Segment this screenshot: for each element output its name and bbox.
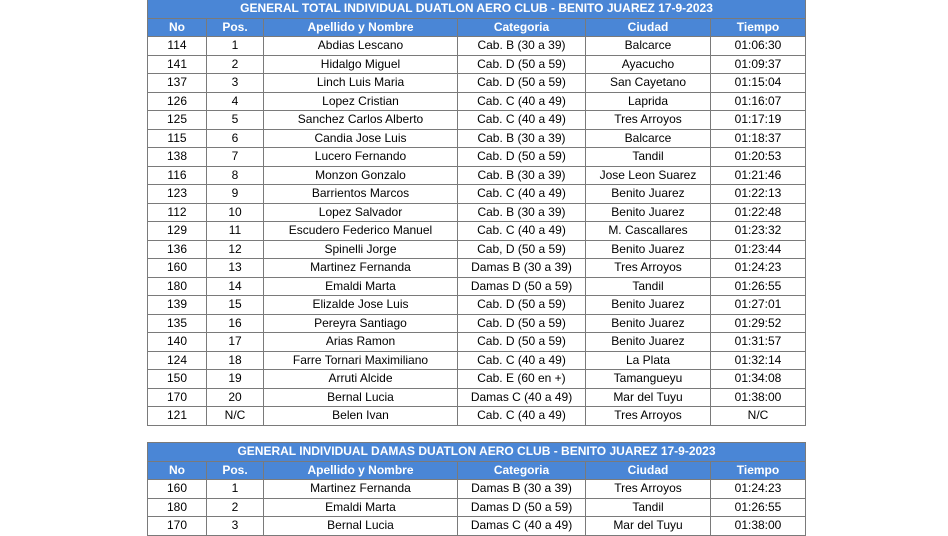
cell-number: 160 bbox=[148, 259, 207, 278]
cell-city: Benito Juarez bbox=[586, 203, 711, 222]
cell-time: 01:17:19 bbox=[711, 111, 806, 130]
table-row bbox=[148, 74, 806, 93]
table-row bbox=[148, 296, 806, 315]
cell-name: Farre Tornari Maximiliano bbox=[264, 351, 458, 370]
cell-category: Cab. B (30 a 39) bbox=[458, 166, 586, 185]
cell-category: Cab. C (40 a 49) bbox=[458, 111, 586, 130]
cell-name: Hidalgo Miguel bbox=[264, 55, 458, 74]
cell-number: 180 bbox=[148, 277, 207, 296]
cell-time: 01:23:44 bbox=[711, 240, 806, 259]
cell-name: Emaldi Marta bbox=[264, 277, 458, 296]
cell-name: Martinez Fernanda bbox=[264, 480, 458, 499]
cell-category: Cab. D (50 a 59) bbox=[458, 333, 586, 352]
cell-category: Cab, D (50 a 59) bbox=[458, 240, 586, 259]
cell-category: Cab. E (60 en +) bbox=[458, 370, 586, 389]
cell-time: N/C bbox=[711, 407, 806, 426]
cell-time: 01:26:55 bbox=[711, 277, 806, 296]
cell-time: 01:34:08 bbox=[711, 370, 806, 389]
cell-category: Cab. C (40 a 49) bbox=[458, 185, 586, 204]
cell-name: Bernal Lucia bbox=[264, 517, 458, 536]
table-row bbox=[148, 222, 806, 241]
cell-number: 160 bbox=[148, 480, 207, 499]
cell-number: 121 bbox=[148, 407, 207, 426]
cell-position: 9 bbox=[207, 185, 264, 204]
cell-city: Benito Juarez bbox=[586, 185, 711, 204]
cell-name: Monzon Gonzalo bbox=[264, 166, 458, 185]
cell-position: 4 bbox=[207, 92, 264, 111]
cell-category: Damas B (30 a 39) bbox=[458, 480, 586, 499]
cell-city: Tres Arroyos bbox=[586, 259, 711, 278]
cell-city: Tandil bbox=[586, 277, 711, 296]
cell-category: Cab. D (50 a 59) bbox=[458, 74, 586, 93]
table-row bbox=[148, 498, 806, 517]
cell-position: 8 bbox=[207, 166, 264, 185]
cell-number: 140 bbox=[148, 333, 207, 352]
cell-position: 19 bbox=[207, 370, 264, 389]
cell-number: 141 bbox=[148, 55, 207, 74]
cell-time: 01:32:14 bbox=[711, 351, 806, 370]
table-row bbox=[148, 388, 806, 407]
cell-number: 138 bbox=[148, 148, 207, 167]
cell-city: Tandil bbox=[586, 498, 711, 517]
cell-name: Candia Jose Luis bbox=[264, 129, 458, 148]
cell-name: Arruti Alcide bbox=[264, 370, 458, 389]
table-row bbox=[148, 166, 806, 185]
column-header-time: Tiempo bbox=[711, 461, 806, 480]
cell-category: Cab. D (50 a 59) bbox=[458, 314, 586, 333]
column-header-city: Ciudad bbox=[586, 18, 711, 37]
cell-category: Damas B (30 a 39) bbox=[458, 259, 586, 278]
column-header-pos: Pos. bbox=[207, 461, 264, 480]
cell-city: Tandil bbox=[586, 148, 711, 167]
cell-city: Benito Juarez bbox=[586, 333, 711, 352]
cell-name: Barrientos Marcos bbox=[264, 185, 458, 204]
table-row bbox=[148, 517, 806, 536]
cell-position: 3 bbox=[207, 517, 264, 536]
cell-number: 150 bbox=[148, 370, 207, 389]
table-row bbox=[148, 333, 806, 352]
cell-position: 6 bbox=[207, 129, 264, 148]
cell-city: Benito Juarez bbox=[586, 296, 711, 315]
cell-category: Cab. C (40 a 49) bbox=[458, 222, 586, 241]
cell-number: 180 bbox=[148, 498, 207, 517]
cell-name: Elizalde Jose Luis bbox=[264, 296, 458, 315]
column-header-no: No bbox=[148, 461, 207, 480]
cell-category: Damas C (40 a 49) bbox=[458, 388, 586, 407]
cell-number: 170 bbox=[148, 388, 207, 407]
cell-category: Cab. C (40 a 49) bbox=[458, 92, 586, 111]
cell-category: Cab. B (30 a 39) bbox=[458, 37, 586, 56]
cell-number: 137 bbox=[148, 74, 207, 93]
cell-number: 115 bbox=[148, 129, 207, 148]
cell-city: Tres Arroyos bbox=[586, 407, 711, 426]
table-row bbox=[148, 277, 806, 296]
cell-city: Tres Arroyos bbox=[586, 480, 711, 499]
cell-position: 11 bbox=[207, 222, 264, 241]
table-row bbox=[148, 259, 806, 278]
cell-name: Bernal Lucia bbox=[264, 388, 458, 407]
cell-name: Escudero Federico Manuel bbox=[264, 222, 458, 241]
cell-time: 01:22:48 bbox=[711, 203, 806, 222]
cell-category: Cab. D (50 a 59) bbox=[458, 55, 586, 74]
cell-city: Tres Arroyos bbox=[586, 111, 711, 130]
column-header-city: Ciudad bbox=[586, 461, 711, 480]
cell-city: Balcarce bbox=[586, 37, 711, 56]
cell-category: Cab. D (50 a 59) bbox=[458, 296, 586, 315]
cell-time: 01:27:01 bbox=[711, 296, 806, 315]
cell-number: 116 bbox=[148, 166, 207, 185]
cell-city: Benito Juarez bbox=[586, 240, 711, 259]
cell-time: 01:24:23 bbox=[711, 259, 806, 278]
column-header-name: Apellido y Nombre bbox=[264, 18, 458, 37]
table-row bbox=[148, 240, 806, 259]
cell-number: 136 bbox=[148, 240, 207, 259]
column-header-name: Apellido y Nombre bbox=[264, 461, 458, 480]
cell-number: 129 bbox=[148, 222, 207, 241]
damas-table-title: GENERAL INDIVIDUAL DAMAS DUATLON AERO CLUB - BENITO JUAREZ 17-9-2023 bbox=[148, 443, 806, 462]
cell-category: Damas D (50 a 59) bbox=[458, 498, 586, 517]
cell-time: 01:06:30 bbox=[711, 37, 806, 56]
table-row bbox=[148, 314, 806, 333]
cell-name: Pereyra Santiago bbox=[264, 314, 458, 333]
cell-category: Cab. D (50 a 59) bbox=[458, 148, 586, 167]
cell-category: Cab. C (40 a 49) bbox=[458, 407, 586, 426]
cell-position: 18 bbox=[207, 351, 264, 370]
cell-category: Cab. B (30 a 39) bbox=[458, 129, 586, 148]
cell-position: 16 bbox=[207, 314, 264, 333]
cell-category: Cab. B (30 a 39) bbox=[458, 203, 586, 222]
cell-category: Damas C (40 a 49) bbox=[458, 517, 586, 536]
cell-position: 10 bbox=[207, 203, 264, 222]
cell-position: 7 bbox=[207, 148, 264, 167]
cell-position: 15 bbox=[207, 296, 264, 315]
cell-number: 135 bbox=[148, 314, 207, 333]
table-row bbox=[148, 351, 806, 370]
table-row bbox=[148, 185, 806, 204]
cell-number: 123 bbox=[148, 185, 207, 204]
table-row bbox=[148, 37, 806, 56]
cell-time: 01:16:07 bbox=[711, 92, 806, 111]
column-header-pos: Pos. bbox=[207, 18, 264, 37]
cell-name: Abdias Lescano bbox=[264, 37, 458, 56]
cell-city: Jose Leon Suarez bbox=[586, 166, 711, 185]
cell-time: 01:23:32 bbox=[711, 222, 806, 241]
cell-time: 01:22:13 bbox=[711, 185, 806, 204]
cell-time: 01:09:37 bbox=[711, 55, 806, 74]
cell-time: 01:21:46 bbox=[711, 166, 806, 185]
table-header-row bbox=[148, 461, 806, 480]
cell-name: Spinelli Jorge bbox=[264, 240, 458, 259]
cell-time: 01:26:55 bbox=[711, 498, 806, 517]
cell-position: 2 bbox=[207, 498, 264, 517]
cell-city: La Plata bbox=[586, 351, 711, 370]
cell-name: Lopez Cristian bbox=[264, 92, 458, 111]
cell-category: Cab. C (40 a 49) bbox=[458, 351, 586, 370]
cell-city: San Cayetano bbox=[586, 74, 711, 93]
table-row bbox=[148, 407, 806, 426]
cell-position: 2 bbox=[207, 55, 264, 74]
cell-position: N/C bbox=[207, 407, 264, 426]
cell-name: Arias Ramon bbox=[264, 333, 458, 352]
cell-position: 20 bbox=[207, 388, 264, 407]
table-row bbox=[148, 92, 806, 111]
table-row bbox=[148, 111, 806, 130]
cell-time: 01:38:00 bbox=[711, 517, 806, 536]
cell-position: 1 bbox=[207, 480, 264, 499]
cell-number: 170 bbox=[148, 517, 207, 536]
table-row bbox=[148, 129, 806, 148]
cell-time: 01:24:23 bbox=[711, 480, 806, 499]
cell-time: 01:38:00 bbox=[711, 388, 806, 407]
table-row bbox=[148, 480, 806, 499]
table-title-row bbox=[148, 443, 806, 462]
table-row bbox=[148, 148, 806, 167]
cell-name: Emaldi Marta bbox=[264, 498, 458, 517]
general-table-title: GENERAL TOTAL INDIVIDUAL DUATLON AERO CLUB - BENITO JUAREZ 17-9-2023 bbox=[148, 0, 806, 18]
cell-time: 01:15:04 bbox=[711, 74, 806, 93]
cell-position: 17 bbox=[207, 333, 264, 352]
cell-name: Lucero Fernando bbox=[264, 148, 458, 167]
cell-time: 01:18:37 bbox=[711, 129, 806, 148]
cell-category: Damas D (50 a 59) bbox=[458, 277, 586, 296]
cell-name: Sanchez Carlos Alberto bbox=[264, 111, 458, 130]
cell-time: 01:20:53 bbox=[711, 148, 806, 167]
cell-city: Tamangueyu bbox=[586, 370, 711, 389]
column-header-no: No bbox=[148, 18, 207, 37]
cell-name: Belen Ivan bbox=[264, 407, 458, 426]
cell-number: 139 bbox=[148, 296, 207, 315]
cell-city: Mar del Tuyu bbox=[586, 517, 711, 536]
cell-city: Laprida bbox=[586, 92, 711, 111]
cell-position: 14 bbox=[207, 277, 264, 296]
table-row bbox=[148, 55, 806, 74]
cell-number: 112 bbox=[148, 203, 207, 222]
cell-city: M. Cascallares bbox=[586, 222, 711, 241]
column-header-category: Categoria bbox=[458, 461, 586, 480]
cell-number: 124 bbox=[148, 351, 207, 370]
cell-name: Martinez Fernanda bbox=[264, 259, 458, 278]
cell-number: 126 bbox=[148, 92, 207, 111]
cell-number: 125 bbox=[148, 111, 207, 130]
cell-city: Benito Juarez bbox=[586, 314, 711, 333]
cell-name: Linch Luis Maria bbox=[264, 74, 458, 93]
cell-time: 01:31:57 bbox=[711, 333, 806, 352]
cell-city: Ayacucho bbox=[586, 55, 711, 74]
cell-number: 114 bbox=[148, 37, 207, 56]
cell-position: 12 bbox=[207, 240, 264, 259]
cell-time: 01:29:52 bbox=[711, 314, 806, 333]
table-title-row bbox=[148, 0, 806, 18]
table-header-row bbox=[148, 18, 806, 37]
cell-city: Balcarce bbox=[586, 129, 711, 148]
cell-position: 3 bbox=[207, 74, 264, 93]
cell-position: 1 bbox=[207, 37, 264, 56]
column-header-time: Tiempo bbox=[711, 18, 806, 37]
general-results-table bbox=[147, 0, 806, 426]
cell-name: Lopez Salvador bbox=[264, 203, 458, 222]
damas-results-table bbox=[147, 442, 806, 536]
column-header-category: Categoria bbox=[458, 18, 586, 37]
cell-position: 5 bbox=[207, 111, 264, 130]
table-row bbox=[148, 203, 806, 222]
cell-city: Mar del Tuyu bbox=[586, 388, 711, 407]
table-row bbox=[148, 370, 806, 389]
cell-position: 13 bbox=[207, 259, 264, 278]
